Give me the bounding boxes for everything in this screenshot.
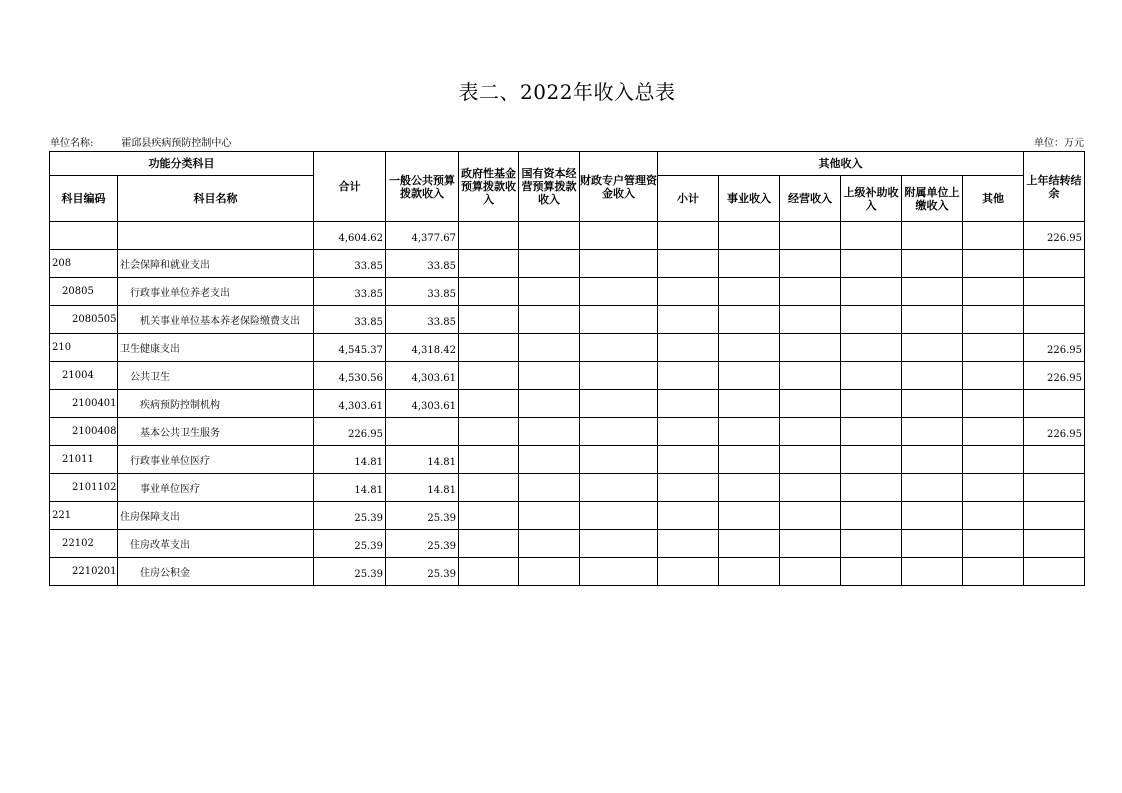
cell-name: 行政事业单位养老支出 [118,278,314,306]
cell-name: 住房改革支出 [118,530,314,558]
cell-business [719,306,780,334]
cell-other [963,530,1024,558]
table-row [50,474,1085,502]
cell-state-capital [519,334,580,362]
cell-business [719,474,780,502]
cell-affiliated [902,474,963,502]
cell-general-budget: 25.39 [386,558,459,586]
cell-total: 25.39 [314,530,386,558]
cell-other [963,474,1024,502]
cell-code: 22102 [50,530,118,558]
unit-label: 单位名称: [50,138,94,149]
cell-carryover [1024,446,1085,474]
cell-subtotal [658,558,719,586]
cell-fiscal-special [580,418,658,446]
cell-carryover: 226.95 [1024,334,1085,362]
cell-other [963,278,1024,306]
org-info [50,134,231,149]
cell-other [963,334,1024,362]
table-row [50,390,1085,418]
cell-business [719,530,780,558]
cell-code: 20805 [50,278,118,306]
cell-other [963,558,1024,586]
cell-fiscal-special [580,502,658,530]
cell-affiliated [902,362,963,390]
cell-gov-fund [459,530,519,558]
cell-superior-subsidy [841,558,902,586]
header-other-income: 其他收入 [658,152,1024,176]
cell-subtotal [658,474,719,502]
cell-general-budget: 33.85 [386,278,459,306]
cell-gov-fund [459,278,519,306]
cell-state-capital [519,390,580,418]
cell-gov-fund [459,418,519,446]
cell-operating [780,446,841,474]
cell-subtotal [658,418,719,446]
cell-subtotal [658,334,719,362]
cell-fiscal-special [580,362,658,390]
cell-other [963,362,1024,390]
cell-total: 25.39 [314,502,386,530]
cell-total: 14.81 [314,474,386,502]
cell-gov-fund [459,306,519,334]
cell-carryover [1024,502,1085,530]
header-operating: 经营收入 [780,176,841,222]
cell-fiscal-special [580,306,658,334]
cell-subtotal [658,306,719,334]
cell-business [719,558,780,586]
cell-business [719,418,780,446]
cell-state-capital [519,278,580,306]
cell-operating [780,530,841,558]
table-row [50,278,1085,306]
cell-state-capital [519,530,580,558]
cell-state-capital [519,250,580,278]
cell-business [719,278,780,306]
header-fiscal-special: 财政专户管理资金收入 [580,152,658,222]
cell-name: 机关事业单位基本养老保险缴费支出 [118,306,314,334]
cell-name: 社会保障和就业支出 [118,250,314,278]
table-row [50,558,1085,586]
cell-name: 行政事业单位医疗 [118,446,314,474]
income-table [49,151,1085,586]
cell-state-capital [519,362,580,390]
cell-affiliated [902,446,963,474]
cell-affiliated [902,502,963,530]
header-carryover: 上年结转结余 [1024,152,1085,222]
cell-general-budget: 14.81 [386,474,459,502]
unit-line [50,134,1084,149]
cell-code: 2100408 [50,418,118,446]
cell-operating [780,306,841,334]
header-state-capital: 国有资本经营预算拨款收入 [519,152,580,222]
cell-operating [780,334,841,362]
cell-carryover: 226.95 [1024,362,1085,390]
cell-name [118,222,314,250]
cell-code: 2100401 [50,390,118,418]
cell-carryover [1024,558,1085,586]
cell-fiscal-special [580,250,658,278]
cell-gov-fund [459,558,519,586]
header-affiliated: 附属单位上缴收入 [902,176,963,222]
cell-general-budget: 25.39 [386,502,459,530]
cell-general-budget [386,418,459,446]
cell-business [719,390,780,418]
header-gov-fund: 政府性基金预算拨款收入 [459,152,519,222]
cell-general-budget: 33.85 [386,306,459,334]
cell-subtotal [658,446,719,474]
header-name: 科目名称 [118,176,314,222]
cell-subtotal [658,530,719,558]
cell-business [719,446,780,474]
cell-code: 21011 [50,446,118,474]
cell-gov-fund [459,390,519,418]
cell-operating [780,390,841,418]
currency-unit: 单位：万元 [1034,138,1084,149]
cell-superior-subsidy [841,474,902,502]
cell-carryover: 226.95 [1024,418,1085,446]
cell-total: 14.81 [314,446,386,474]
cell-name: 基本公共卫生服务 [118,418,314,446]
cell-name: 住房保障支出 [118,502,314,530]
cell-superior-subsidy [841,418,902,446]
header-total: 合计 [314,152,386,222]
cell-name: 住房公积金 [118,558,314,586]
cell-gov-fund [459,474,519,502]
cell-superior-subsidy [841,530,902,558]
cell-general-budget: 4,303.61 [386,362,459,390]
cell-total: 4,604.62 [314,222,386,250]
cell-general-budget: 4,377.67 [386,222,459,250]
cell-operating [780,418,841,446]
cell-business [719,222,780,250]
cell-total: 33.85 [314,250,386,278]
cell-superior-subsidy [841,306,902,334]
cell-business [719,362,780,390]
cell-state-capital [519,306,580,334]
cell-code: 2080505 [50,306,118,334]
cell-superior-subsidy [841,362,902,390]
cell-state-capital [519,418,580,446]
table-row [50,250,1085,278]
cell-state-capital [519,446,580,474]
cell-code [50,222,118,250]
cell-other [963,502,1024,530]
cell-fiscal-special [580,390,658,418]
cell-state-capital [519,558,580,586]
cell-subtotal [658,390,719,418]
cell-operating [780,474,841,502]
cell-fiscal-special [580,446,658,474]
cell-other [963,446,1024,474]
cell-business [719,334,780,362]
cell-superior-subsidy [841,502,902,530]
cell-gov-fund [459,334,519,362]
table-row [50,306,1085,334]
cell-code: 21004 [50,362,118,390]
cell-other [963,418,1024,446]
header-func-class: 功能分类科目 [50,152,314,176]
cell-other [963,222,1024,250]
cell-total: 33.85 [314,278,386,306]
table-row [50,502,1085,530]
cell-fiscal-special [580,474,658,502]
header-general-budget: 一般公共预算拨款收入 [386,152,459,222]
cell-gov-fund [459,446,519,474]
table-row [50,362,1085,390]
cell-state-capital [519,502,580,530]
cell-state-capital [519,222,580,250]
cell-subtotal [658,362,719,390]
cell-total: 33.85 [314,306,386,334]
header-business: 事业收入 [719,176,780,222]
cell-total: 25.39 [314,558,386,586]
cell-subtotal [658,222,719,250]
cell-superior-subsidy [841,222,902,250]
cell-superior-subsidy [841,250,902,278]
cell-fiscal-special [580,530,658,558]
cell-code: 2210201 [50,558,118,586]
cell-carryover [1024,530,1085,558]
cell-gov-fund [459,250,519,278]
cell-subtotal [658,250,719,278]
cell-business [719,502,780,530]
header-other: 其他 [963,176,1024,222]
cell-code: 2101102 [50,474,118,502]
cell-affiliated [902,306,963,334]
cell-name: 公共卫生 [118,362,314,390]
cell-subtotal [658,278,719,306]
cell-gov-fund [459,502,519,530]
header-superior-subsidy: 上级补助收入 [841,176,902,222]
cell-operating [780,502,841,530]
cell-operating [780,222,841,250]
cell-affiliated [902,390,963,418]
page-title: 表二、2022年收入总表 [458,80,676,104]
header-subtotal: 小计 [658,176,719,222]
cell-other [963,306,1024,334]
cell-operating [780,362,841,390]
cell-affiliated [902,530,963,558]
cell-affiliated [902,558,963,586]
cell-affiliated [902,334,963,362]
cell-other [963,250,1024,278]
cell-carryover [1024,474,1085,502]
cell-affiliated [902,222,963,250]
cell-gov-fund [459,222,519,250]
cell-fiscal-special [580,278,658,306]
cell-operating [780,558,841,586]
cell-fiscal-special [580,558,658,586]
cell-fiscal-special [580,222,658,250]
cell-general-budget: 25.39 [386,530,459,558]
cell-carryover [1024,306,1085,334]
cell-operating [780,250,841,278]
cell-code: 208 [50,250,118,278]
cell-affiliated [902,278,963,306]
cell-fiscal-special [580,334,658,362]
table-row [50,334,1085,362]
cell-general-budget: 14.81 [386,446,459,474]
cell-general-budget: 33.85 [386,250,459,278]
table-body [50,222,1085,586]
org-name: 霍邱县疾病预防控制中心 [121,138,232,149]
cell-name: 卫生健康支出 [118,334,314,362]
cell-total: 4,545.37 [314,334,386,362]
cell-other [963,390,1024,418]
table-row [50,418,1085,446]
cell-name: 事业单位医疗 [118,474,314,502]
table-row [50,446,1085,474]
cell-carryover [1024,390,1085,418]
table-row [50,222,1085,250]
cell-business [719,250,780,278]
cell-carryover: 226.95 [1024,222,1085,250]
cell-affiliated [902,418,963,446]
cell-carryover [1024,250,1085,278]
cell-superior-subsidy [841,446,902,474]
cell-general-budget: 4,318.42 [386,334,459,362]
cell-gov-fund [459,362,519,390]
cell-general-budget: 4,303.61 [386,390,459,418]
cell-affiliated [902,250,963,278]
cell-state-capital [519,474,580,502]
cell-superior-subsidy [841,390,902,418]
cell-superior-subsidy [841,334,902,362]
cell-superior-subsidy [841,278,902,306]
cell-code: 221 [50,502,118,530]
cell-carryover [1024,278,1085,306]
cell-total: 226.95 [314,418,386,446]
cell-total: 4,530.56 [314,362,386,390]
cell-total: 4,303.61 [314,390,386,418]
table-row [50,530,1085,558]
cell-subtotal [658,502,719,530]
cell-code: 210 [50,334,118,362]
cell-operating [780,278,841,306]
header-code: 科目编码 [50,176,118,222]
cell-name: 疾病预防控制机构 [118,390,314,418]
